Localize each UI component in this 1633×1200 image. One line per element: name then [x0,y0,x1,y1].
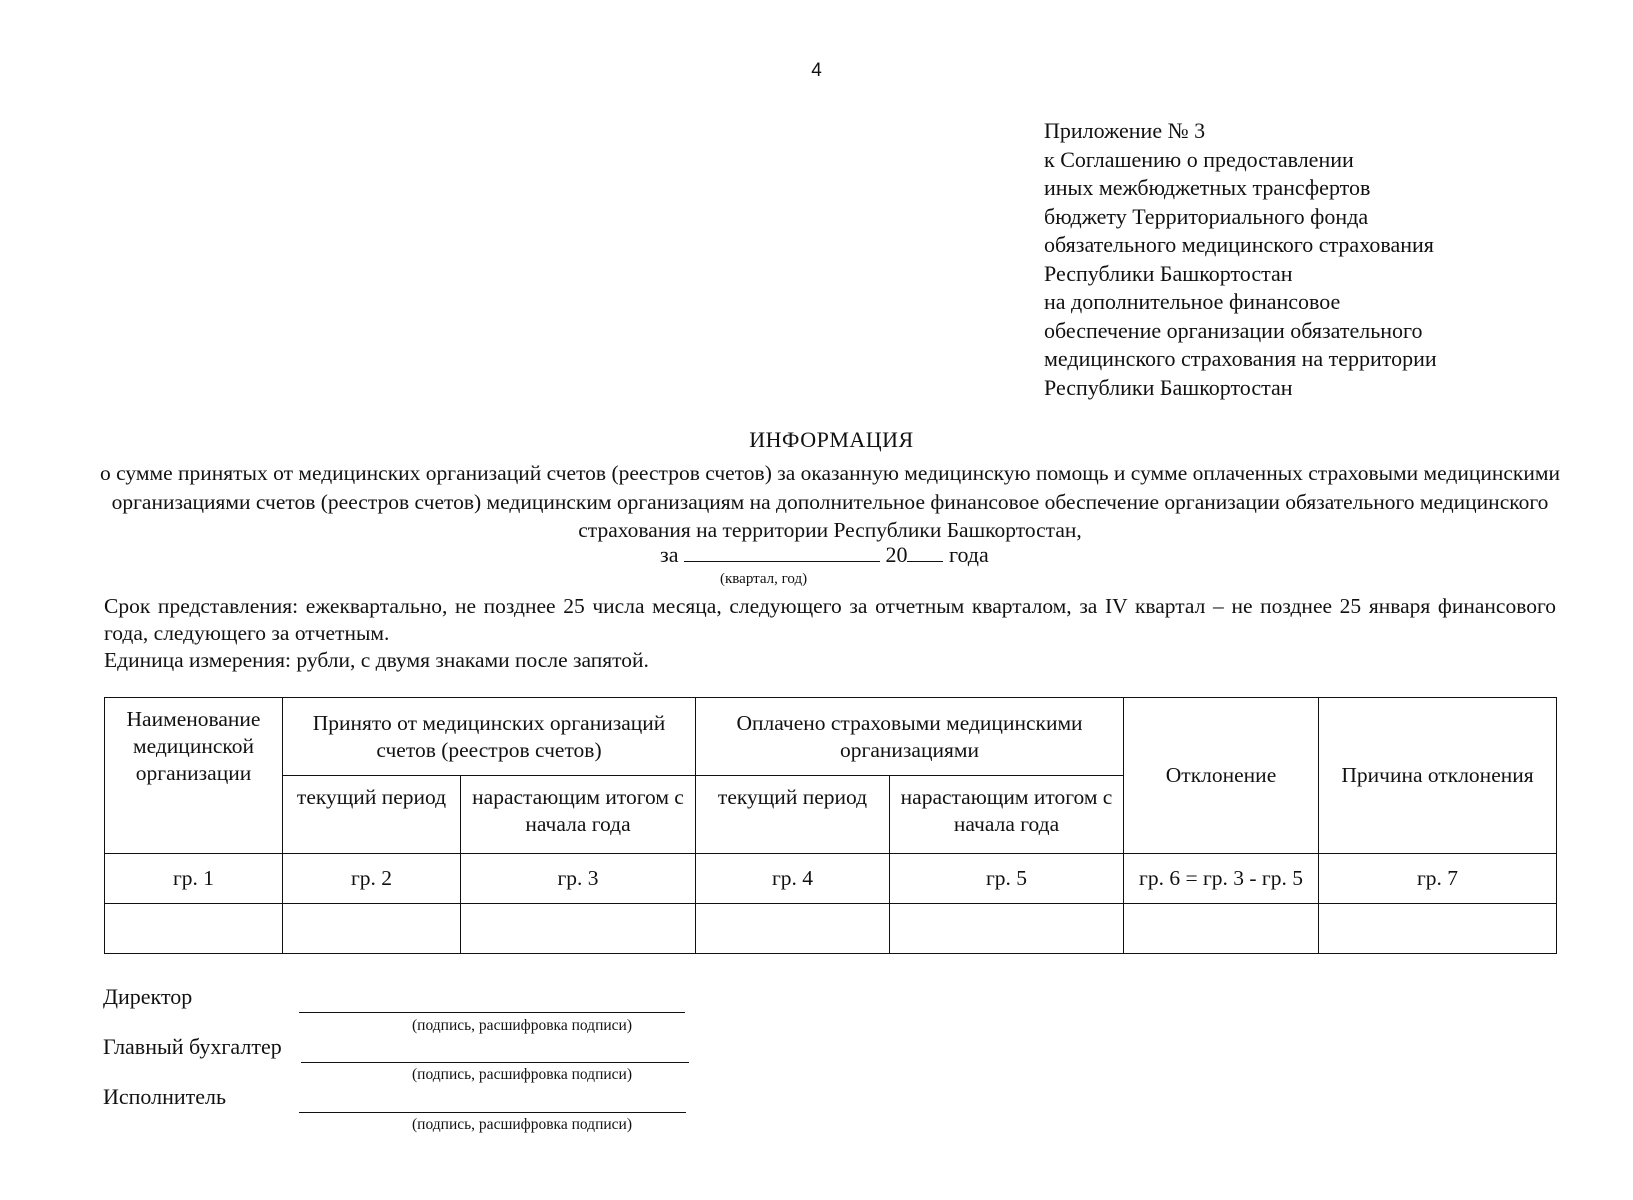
document-subtitle: о сумме принятых от медицинских организаций счетов (реестров счетов) за оказанную медицинскую помощь и сумме оплаченных страховыми медицинскими организациями счетов (реестров счетов) медицинским организациям на дополнительное финансовое обеспечение организации обязательного медицинского страхования на территории Республики Башкортостан, [100,461,1560,542]
column-number: гр. 4 [696,854,890,904]
header-org-name: Наименование медицинской организации [105,698,283,854]
appendix-line: обязательного медицинского страхования [1044,232,1434,257]
header-paid-cumulative: нарастающим итогом с начала года [890,776,1124,854]
column-number: гр. 2 [283,854,461,904]
signature-hint: (подпись, расшифровка подписи) [412,1017,632,1034]
appendix-line: Приложение № 3 [1044,118,1206,143]
column-number: гр. 7 [1319,854,1557,904]
appendix-line: бюджету Территориального фонда [1044,203,1369,229]
table-cell[interactable] [1124,904,1319,954]
table-cell[interactable] [461,904,696,954]
header-paid-current: текущий период [696,776,890,854]
column-number: гр. 1 [105,854,283,904]
report-table [104,697,1557,954]
table-cell[interactable] [1319,904,1557,954]
period-prefix: за [660,542,679,567]
column-number: гр. 5 [890,854,1124,904]
quarter-blank-field[interactable] [684,560,880,562]
table-cell[interactable] [890,904,1124,954]
appendix-header [1044,117,1437,402]
appendix-line: обеспечение организации обязательного [1044,317,1423,343]
deadline-text: Срок представления: ежеквартально, не позднее 25 числа месяца, следующего за отчетным кварталом, за IV квартал – не позднее 25 января финансового года, следующего за отчетным. [104,594,1556,645]
signature-role-chief-accountant: Главный бухгалтер [103,1034,282,1059]
year-prefix: 20 [885,542,908,567]
appendix-line: к Соглашению о предоставлении [1044,146,1354,172]
column-number-row [105,854,1557,904]
appendix-line: Республики Башкортостан [1044,374,1293,400]
signature-hint: (подпись, расшифровка подписи) [412,1116,632,1133]
appendix-line: иных межбюджетных трансфертов [1044,175,1371,200]
signature-role-director: Директор [103,984,193,1009]
header-accepted: Принято от медицинских организаций счетов (реестров счетов) [283,698,696,776]
signature-line-executor[interactable] [299,1112,686,1113]
header-reason: Причина отклонения [1319,698,1557,854]
table-cell[interactable] [105,904,283,954]
header-paid: Оплачено страховыми медицинскими организациями [696,698,1124,776]
reporting-period [660,542,989,568]
table-cell[interactable] [696,904,890,954]
table-cell[interactable] [283,904,461,954]
period-suffix: года [948,542,989,567]
table-row [105,904,1557,954]
unit-of-measure: Единица измерения: рубли, с двумя знаками после запятой. [104,648,649,672]
header-accepted-current: текущий период [283,776,461,854]
column-number: гр. 3 [461,854,696,904]
page-number: 4 [811,60,822,81]
signature-role-executor: Исполнитель [103,1084,227,1109]
year-blank-field[interactable] [907,560,943,562]
document-title: ИНФОРМАЦИЯ [749,427,914,452]
header-deviation: Отклонение [1124,698,1319,854]
appendix-line: Республики Башкортостан [1044,260,1293,286]
column-number: гр. 6 = гр. 3 - гр. 5 [1124,854,1319,904]
appendix-line: на дополнительное финансовое [1044,289,1341,314]
appendix-line: медицинского страхования на территории [1044,346,1437,371]
signature-line-director[interactable] [299,1012,685,1013]
signature-line-chief-accountant[interactable] [301,1062,689,1063]
signature-hint: (подпись, расшифровка подписи) [412,1066,632,1083]
period-hint: (квартал, год) [720,571,808,587]
header-accepted-cumulative: нарастающим итогом с начала года [461,776,696,854]
